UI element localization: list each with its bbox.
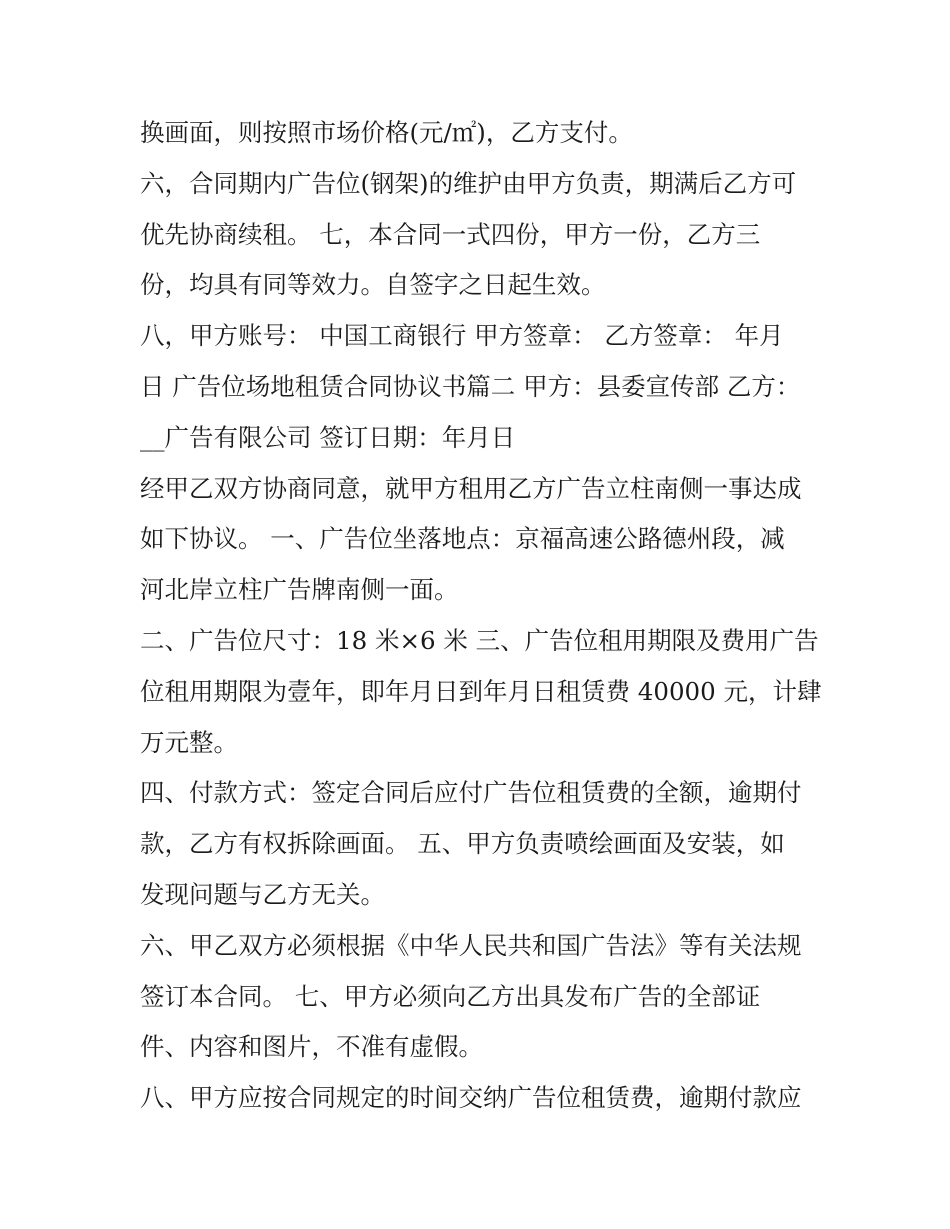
text-line: 签订本合同。 七、甲方必须向乙方出具发布广告的全部证 (140, 981, 761, 1011)
text-line: 六，合同期内广告位(钢架)的维护由甲方负责，期满后乙方可 (140, 168, 797, 198)
text-line: 换画面，则按照市场价格(元/㎡)，乙方支付。 (140, 118, 633, 147)
text-line: 如下协议。 一、广告位坐落地点：京福高速公路德州段，减 (140, 524, 785, 554)
text-line: 二、广告位尺寸：18 米×6 米 三、广告位租用期限及费用广告 (140, 625, 819, 655)
text-line: 优先协商续租。 七，本合同一式四份，甲方一份，乙方三 (140, 219, 761, 249)
text-line: 件、内容和图片，不准有虚假。 (140, 1032, 483, 1062)
contract-text (140, 108, 820, 1124)
text-line: 八，甲方账号： 中国工商银行 甲方签章： 乙方签章： 年月 (140, 321, 784, 351)
text-line: 位租用期限为壹年，即年月日到年月日租赁费 40000 元，计肆 (140, 676, 822, 706)
text-line: 发现问题与乙方无关。 (140, 879, 385, 909)
text-line: 万元整。 (140, 727, 238, 757)
text-line: 份，均具有同等效力。自签字之日起生效。 (140, 270, 606, 300)
text-line: 日 广告位场地租赁合同协议书篇二 甲方：县委宣传部 乙方： (140, 371, 801, 401)
text-line: 款，乙方有权拆除画面。 五、甲方负责喷绘画面及安装，如 (140, 829, 785, 859)
text-line: 四、付款方式：签定合同后应付广告位租赁费的全额，逾期付 (140, 778, 802, 808)
text-line: 八、甲方应按合同规定的时间交纳广告位租赁费，逾期付款应 (140, 1083, 802, 1113)
text-line: 经甲乙双方协商同意，就甲方租用乙方广告立柱南侧一事达成 (140, 473, 802, 503)
text-line: 河北岸立柱广告牌南侧一面。 (140, 575, 459, 605)
text-line: __广告有限公司 签订日期：年月日 (140, 422, 516, 452)
text-line: 六、甲乙双方必须根据《中华人民共和国广告法》等有关法规 (140, 930, 802, 960)
